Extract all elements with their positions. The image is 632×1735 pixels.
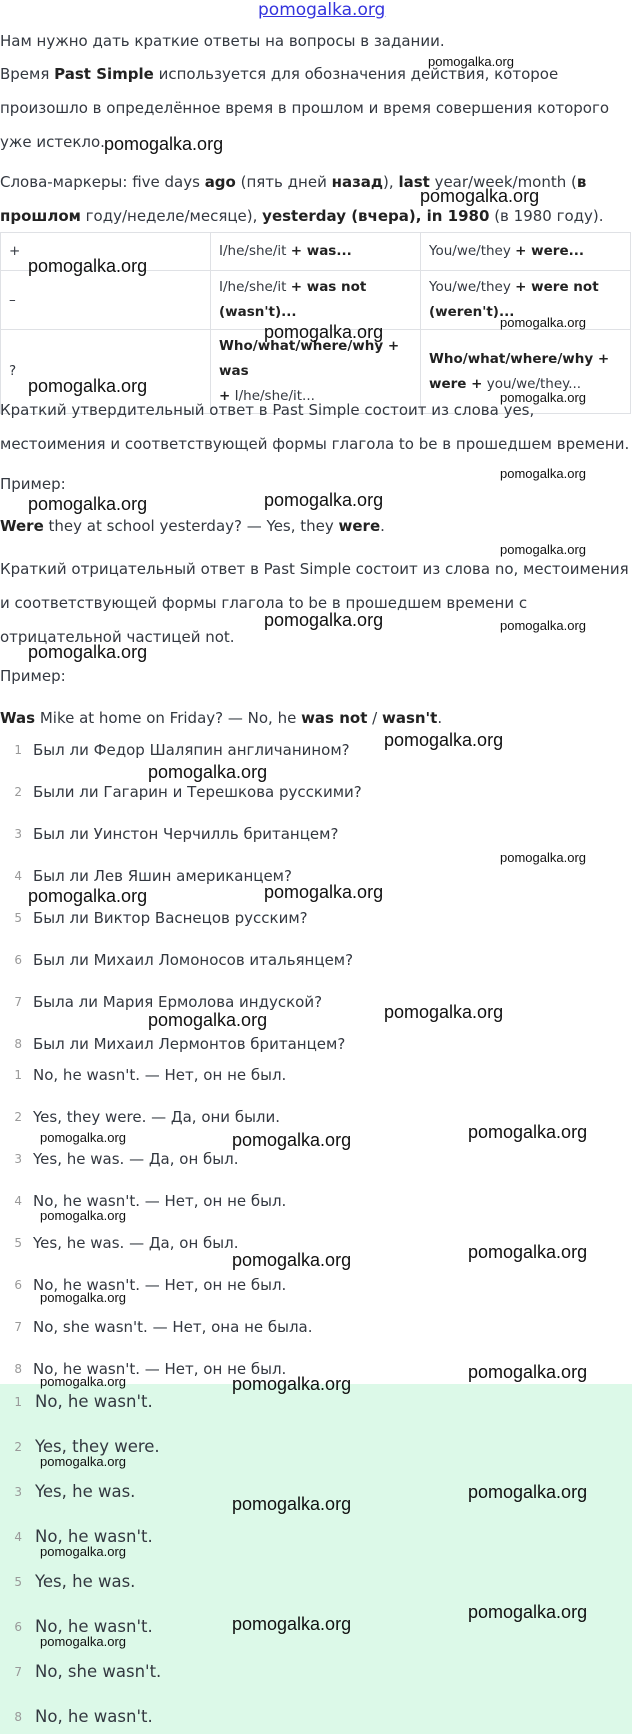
watermark: pomogalka.org <box>232 1250 352 1270</box>
watermark: pomogalka.org <box>500 390 586 405</box>
watermark: pomogalka.org <box>500 315 586 330</box>
site-link[interactable]: pomogalka.org <box>258 0 386 20</box>
watermark: pomogalka.org <box>40 1544 126 1559</box>
watermark: pomogalka.org <box>500 542 586 557</box>
intro-text: Нам нужно дать краткие ответы на вопросы в задании. <box>0 32 445 50</box>
watermark: pomogalka.org <box>28 376 148 396</box>
watermark: pomogalka.org <box>40 1634 126 1649</box>
watermark: pomogalka.org <box>468 1122 588 1142</box>
watermark: pomogalka.org <box>468 1482 588 1502</box>
table-cell: I/he/she/it + was... <box>211 233 421 271</box>
watermark: pomogalka.org <box>264 322 384 342</box>
table-cell: You/we/they + were... <box>421 233 631 271</box>
watermark: pomogalka.org <box>28 642 148 662</box>
negative-example: Was Mike at home on Friday? — No, he was not / wasn't. <box>0 709 443 727</box>
table-cell: You/we/they + were not (weren't)... <box>421 271 631 330</box>
answers-panel: 1 No, he wasn't. 2 Yes, they were. 3 Yes, he was. 4 No, he wasn't. 5 Yes, he was. 6 No, he wasn't. 7 No, she wasn't. 8 No, he wasn't. <box>0 1384 632 1734</box>
rule-paragraph: Время Past Simple используется для обозначения действия, которое произошло в определённое время в прошлом и время совершения которого уже истекло. <box>0 65 610 151</box>
table-cell: Who/what/where/why + were + you/we/they... <box>421 330 631 414</box>
watermark: pomogalka.org <box>468 1242 588 1262</box>
sign-cell: + <box>1 233 211 271</box>
watermark: pomogalka.org <box>384 730 504 750</box>
term-past-simple: Past Simple <box>54 65 154 83</box>
watermark: pomogalka.org <box>232 1374 352 1394</box>
sign-cell: ? <box>1 330 211 414</box>
table-cell: Who/what/where/why + was + I/he/she/it... <box>211 330 421 414</box>
watermark: pomogalka.org <box>264 490 384 510</box>
positive-answer-rule: Краткий утвердительный ответ в Past Simple состоит из слова yes, местоимения и соответствующей формы глагола to be в прошедшем времени. <box>0 401 630 453</box>
watermark: pomogalka.org <box>104 134 224 154</box>
watermark: pomogalka.org <box>420 186 540 206</box>
watermark: pomogalka.org <box>232 1614 352 1634</box>
watermark: pomogalka.org <box>40 1454 126 1469</box>
watermark: pomogalka.org <box>28 886 148 906</box>
negative-answer-rule: Краткий отрицательный ответ в Past Simple состоит из слова no, местоимения и соответствующей формы глагола to be в прошедшем времени с отрицательной частицей not. <box>0 560 629 646</box>
watermark: pomogalka.org <box>468 1602 588 1622</box>
watermark: pomogalka.org <box>500 850 586 865</box>
table-cell: I/he/she/it + was not (wasn't)... <box>211 271 421 330</box>
positive-example: Were they at school yesterday? — Yes, they were. <box>0 517 385 535</box>
watermark: pomogalka.org <box>500 618 586 633</box>
watermark: pomogalka.org <box>264 610 384 630</box>
example-label: Пример: <box>0 667 66 685</box>
watermark: pomogalka.org <box>40 1130 126 1145</box>
markers-paragraph: Слова-маркеры: five days ago (пять дней назад), last year/week/month (в прошлом году/неделе/месяце), yesterday (вчера), in 1980 (в 1980 году). <box>0 173 604 225</box>
watermark: pomogalka.org <box>264 882 384 902</box>
watermark: pomogalka.org <box>28 256 148 276</box>
watermark: pomogalka.org <box>148 762 268 782</box>
watermark: pomogalka.org <box>500 466 586 481</box>
watermark: pomogalka.org <box>40 1208 126 1223</box>
watermark: pomogalka.org <box>468 1362 588 1382</box>
example-label: Пример: <box>0 475 66 493</box>
watermark: pomogalka.org <box>232 1130 352 1150</box>
watermark: pomogalka.org <box>232 1494 352 1514</box>
watermark: pomogalka.org <box>428 54 514 69</box>
watermark: pomogalka.org <box>28 494 148 514</box>
watermark: pomogalka.org <box>148 1010 268 1030</box>
watermark: pomogalka.org <box>40 1290 126 1305</box>
watermark: pomogalka.org <box>40 1374 126 1389</box>
watermark: pomogalka.org <box>384 1002 504 1022</box>
sign-cell: – <box>1 271 211 330</box>
